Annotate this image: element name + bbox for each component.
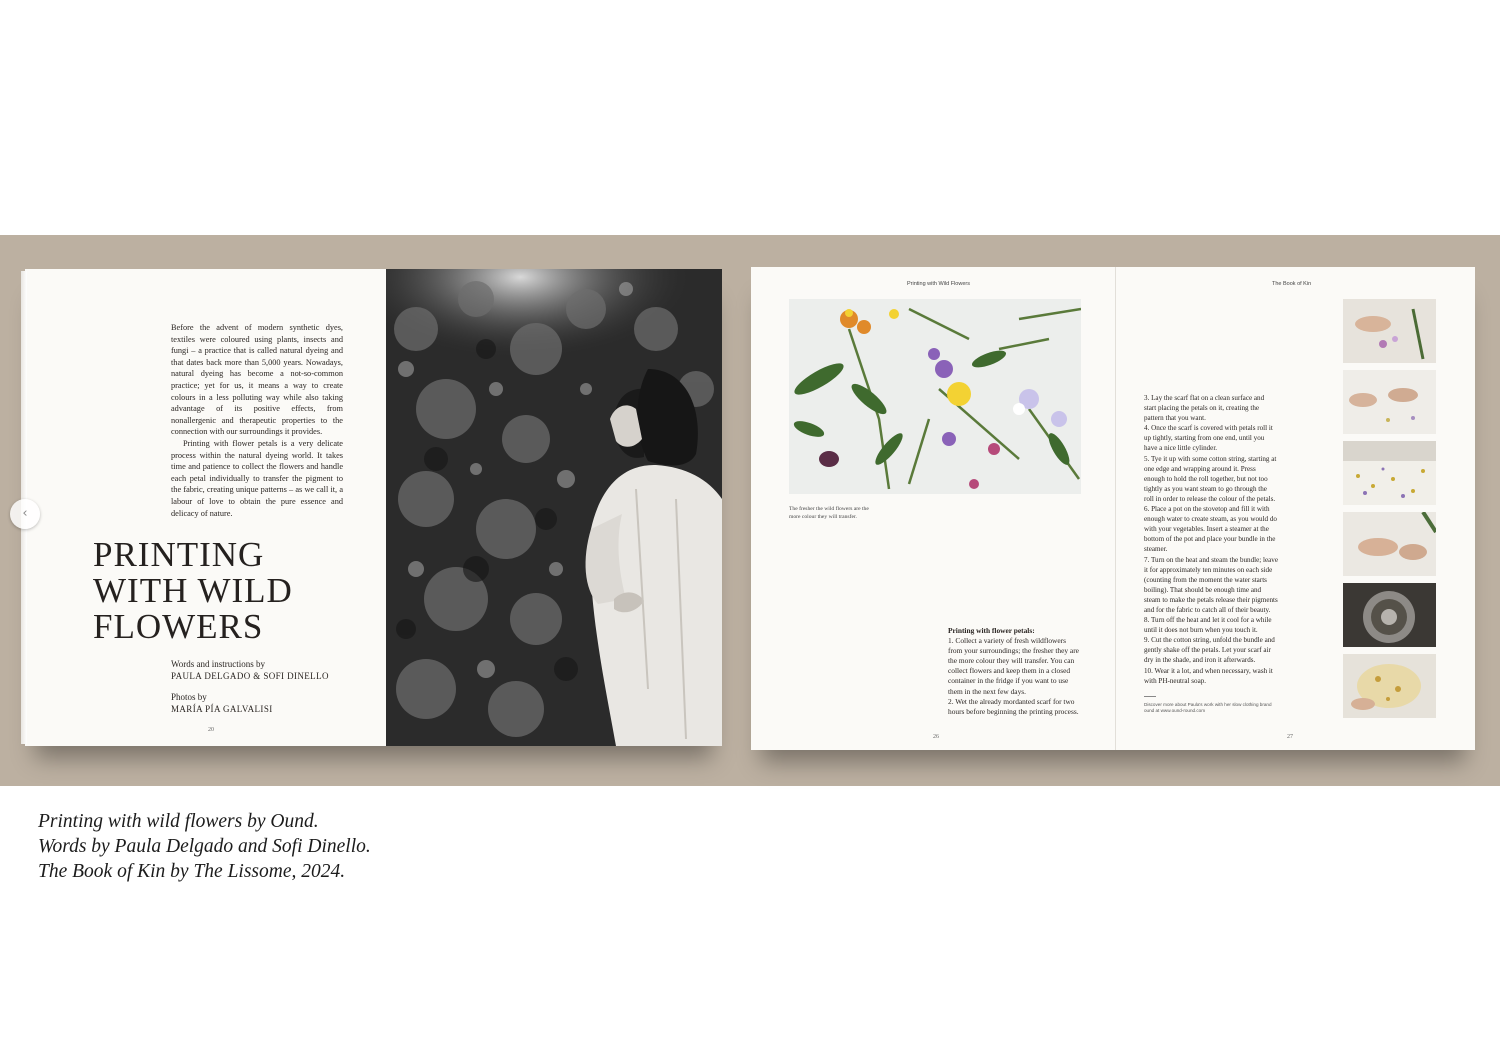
step-item: 1. Collect a variety of fresh wildflowers from your surroundings; the fresher they are the more colour they will transfer. You can collect flowers and keep them in a closed container in the fridge if you want to use them in the next few days. (948, 636, 1079, 696)
step-photo-3 (1343, 441, 1436, 505)
steps-column-left (948, 626, 1082, 717)
step-photo-5 (1343, 583, 1436, 647)
step-photo-2 (1343, 370, 1436, 434)
photo-caption: The fresher the wild flowers are the more colour they will transfer. (789, 506, 869, 520)
step-photo-1 (1343, 299, 1436, 363)
footnote-rule (1144, 696, 1156, 697)
running-header-right: The Book of Kin (1272, 281, 1312, 287)
article-title (93, 537, 393, 645)
step-item: 6. Place a pot on the stovetop and fill it with enough water to create steam, as you would do with your vegetables. Insert a steamer at the bottom of the pot and place your bundle in the steamer. (1144, 505, 1277, 554)
page-number: 20 (208, 727, 214, 733)
words-names: PAULA DELGADO & SOFI DINELLO (171, 671, 329, 681)
step-item: 2. Wet the already mordanted scarf for two hours before beginning the printing process. (948, 696, 1079, 716)
magazine-spread-right (751, 267, 1475, 750)
running-header-left: Printing with Wild Flowers (907, 281, 970, 287)
caption-line: Words by Paula Delgado and Sofi Dinello. (38, 836, 371, 857)
step-item: 8. Turn off the heat and let it cool for a while until it does not burn when you touch it. (1144, 616, 1272, 635)
steps-column-right (1144, 393, 1278, 686)
footnote: Discover more about Paula's work with her slow clothing brand ound at www.ound-round.com (1144, 702, 1272, 714)
step-item: 7. Turn on the heat and steam the bundle; leave it for approximately ten minutes on each side (counting from the moment the water starts boiling). That should be enough time and steam to make the petals release their pigments and for the fabric to catch all of their beauty. (1144, 555, 1278, 614)
magazine-spread-left (25, 269, 722, 746)
steps-heading: Printing with flower petals: (948, 626, 1035, 635)
portrait-photo (386, 269, 722, 746)
page-number-left: 26 (933, 734, 939, 740)
words-label: Words and instructions by (171, 659, 266, 669)
step-item: 9. Cut the cotton string, unfold the bundle and gently shake off the petals. Let your scarf air dry in the shade, and iron it afterwards. (1144, 636, 1275, 665)
step-item: 5. Tye it up with some cotton string, starting at one edge and wrapping around it. Press enough to hold the roll together, but not too tightly as you want steam to go through the roll in order to release the colour of the petals. (1144, 454, 1277, 503)
title-line: FLOWERS (93, 607, 264, 646)
image-caption (38, 809, 371, 884)
caption-line: Printing with wild flowers by Ound. (38, 811, 319, 832)
photos-names: MARÍA PÍA GALVALISI (171, 704, 273, 714)
intro-paragraph-2: Printing with flower petals is a very delicate process within the natural dyeing world. It takes time and patience to collect the flowers and handle each petal individually to transfer the pigment to the fabric, creating unique patterns – as we call it, a labour of love to obtain the pure essence and delicacy of nature. (171, 438, 343, 518)
step-item: 4. Once the scarf is covered with petals roll it up tightly, starting from one end, until you have a nice little cylinder. (1144, 424, 1273, 453)
chevron-left-icon: ‹ (22, 506, 28, 521)
intro-text (171, 322, 343, 519)
step-photo-4 (1343, 512, 1436, 576)
wildflowers-photo-art (789, 299, 1081, 494)
step-item: 10. Wear it a lot, and when necessary, wash it with PH-neutral soap. (1144, 666, 1273, 685)
photos-label: Photos by (171, 692, 207, 702)
step-photo-6 (1343, 654, 1436, 718)
wildflowers-photo (789, 299, 1081, 494)
step-item: 3. Lay the scarf flat on a clean surface and start placing the petals on it, creating the pattern that you want. (1144, 394, 1265, 423)
caption-line: The Book of Kin by The Lissome, 2024. (38, 861, 346, 882)
article-credits (171, 658, 329, 715)
title-line: PRINTING (93, 535, 265, 574)
spread-gutter (1115, 267, 1116, 750)
portrait-photo-art (386, 269, 722, 746)
carousel-prev-button[interactable] (10, 499, 40, 529)
title-line: WITH WILD (93, 571, 293, 610)
page-number-right: 27 (1287, 734, 1293, 740)
intro-paragraph-1: Before the advent of modern synthetic dyes, textiles were coloured using plants, insects and fungi – a practice that is called natural dyeing and that dates back more than 5,000 years. Nowadays, natural dyeing has become a not-so-common practice; yet for us, it means a way to create colours in a less polluting way while also taking advantage of its positive effects, from nonallergenic and therapeutic properties to the connection with our surroundings it provides. (171, 323, 343, 437)
